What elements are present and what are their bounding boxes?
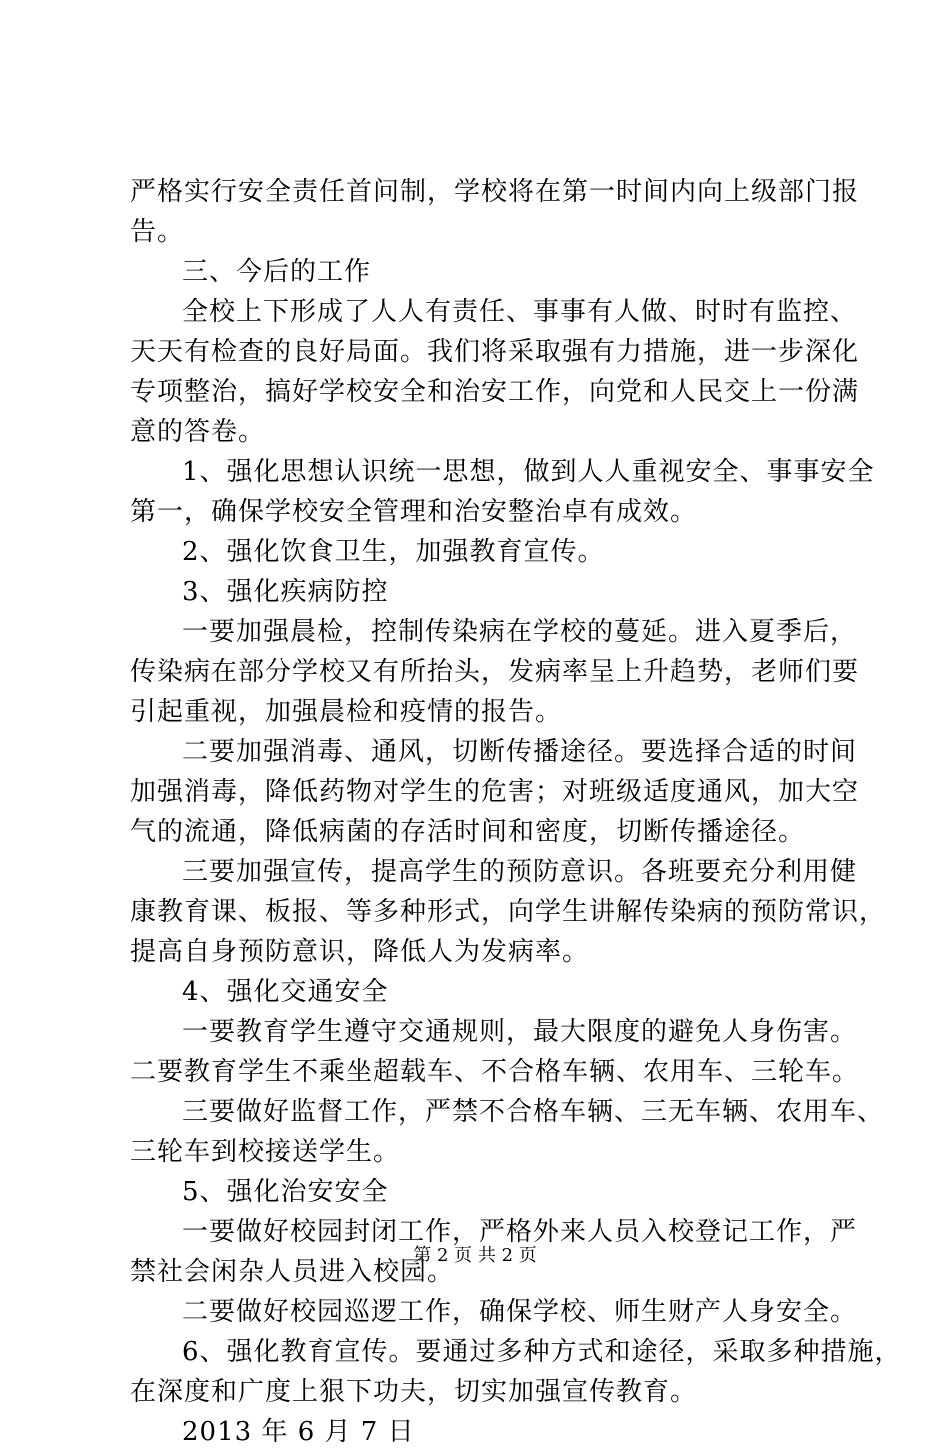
text-line: 第一，确保学校安全管理和治安整治卓有成效。	[130, 497, 698, 527]
text-line: 天天有检查的良好局面。我们将采取强有力措施，进一步深化	[130, 337, 860, 367]
text-line: 在深度和广度上狠下功夫，切实加强宣传教育。	[130, 1377, 698, 1407]
text-line: 5、强化治安安全	[182, 1177, 389, 1207]
text-line: 1、强化思想认识统一思想，做到人人重视安全、事事安全	[182, 457, 875, 487]
text-line: 一要加强晨检，控制传染病在学校的蔓延。进入夏季后，	[182, 617, 858, 647]
text-line: 严格实行安全责任首问制，学校将在第一时间内向上级部门报	[130, 177, 860, 207]
text-line: 意的答卷。	[130, 417, 266, 447]
text-line: 2、强化饮食卫生，加强教育宣传。	[182, 537, 605, 567]
text-line: 一要做好校园封闭工作，严格外来人员入校登记工作，严	[182, 1217, 858, 1247]
text-line: 提高自身预防意识，降低人为发病率。	[130, 937, 590, 967]
text-line: 二要加强消毒、通风，切断传播途径。要选择合适的时间	[182, 737, 858, 767]
text-line: 气的流通，降低病菌的存活时间和密度，切断传播途径。	[130, 817, 806, 847]
text-line: 二要做好校园巡逻工作，确保学校、师生财产人身安全。	[182, 1297, 858, 1327]
text-line: 康教育课、板报、等多种形式，向学生讲解传染病的预防常识，	[130, 897, 887, 927]
page-footer: 第 2 页 共 2 页	[413, 1245, 537, 1266]
text-line: 引起重视，加强晨检和疫情的报告。	[130, 697, 563, 727]
text-line: 三要加强宣传，提高学生的预防意识。各班要充分利用健	[182, 857, 858, 887]
text-line: 6、强化教育宣传。要通过多种方式和途径，采取多种措施，	[182, 1337, 902, 1367]
text-line: 专项整治，搞好学校安全和治安工作，向党和人民交上一份满	[130, 377, 860, 407]
text-line: 二要教育学生不乘坐超载车、不合格车辆、农用车、三轮车。	[130, 1057, 860, 1087]
text-line: 传染病在部分学校又有所抬头，发病率呈上升趋势，老师们要	[130, 657, 860, 687]
text-line: 三、今后的工作	[182, 257, 372, 287]
text-line: 4、强化交通安全	[182, 977, 389, 1007]
text-line: 三要做好监督工作，严禁不合格车辆、三无车辆、农用车、	[182, 1097, 885, 1127]
text-line: 全校上下形成了人人有责任、事事有人做、时时有监控、	[182, 297, 858, 327]
text-line: 3、强化疾病防控	[182, 577, 389, 607]
text-line: 三轮车到校接送学生。	[130, 1137, 401, 1167]
text-line: 告。	[130, 217, 185, 247]
text-line: 禁社会闲杂人员进入校园。	[130, 1257, 455, 1287]
text-line: 2013 年 6 月 7 日	[182, 1417, 415, 1447]
text-line: 加强消毒，降低药物对学生的危害；对班级适度通风，加大空	[130, 777, 860, 807]
text-line: 一要教育学生遵守交通规则，最大限度的避免人身伤害。	[182, 1017, 858, 1047]
